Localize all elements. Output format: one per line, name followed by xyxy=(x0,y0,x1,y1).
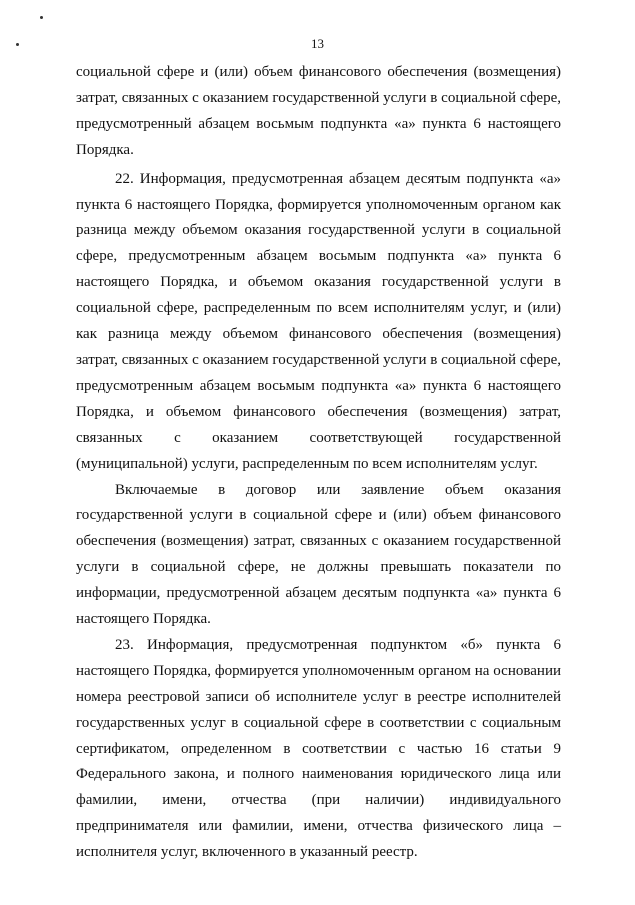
document-body xyxy=(76,60,561,866)
paragraph-23: 23. Информация, предусмотренная подпунктом «б» пункта 6 настоящего Порядка, формируется уполномоченным органом на основании номера реестровой записи об исполнителе услуг в реестре исполнителей государственных услуг в социальной сфере в соответствии с социальным сертификатом, определенном в соответствии с частью 16 статьи 9 Федерального закона, и полного наименования юридического лица или фамилии, имени, отчества (при наличии) индивидуального предпринимателя или фамилии, имени, отчества физического лица – исполнителя услуг, включенного в указанный реестр. xyxy=(76,636,561,861)
paragraph-continuation: социальной сфере и (или) объем финансового обеспечения (возмещения) затрат, связанных с оказанием государственной услуги в социальной сфере, предусмотренный абзацем восьмым подпункта «а» пункта 6 настоящего Порядка. xyxy=(76,64,561,158)
paragraph-included-volume: Включаемые в договор или заявление объем оказания государственной услуги в социальной сфере и (или) объем финансового обеспечения (возмещения) затрат, связанных с оказанием государственной услуги в социальной сфере, не должны превышать показатели по информации, предусмотренной абзацем десятым подпункта «а» пункта 6 настоящего Порядка. xyxy=(76,481,561,628)
page-number: 13 xyxy=(311,36,324,51)
paragraph-22: 22. Информация, предусмотренная абзацем десятым подпункта «а» пункта 6 настоящего Порядка, формируется уполномоченным органом как разница между объемом оказания государственной услуги в социальной сфере, предусмотренным абзацем восьмым подпункта «а» пункта 6 настоящего Порядка, и объемом оказания государственной услуги в социальной сфере, распределенным по всем исполнителям услуг, и (или) как разница между объемом финансового обеспечения (возмещения) затрат, связанных с оказанием государственной услуги в социальной сфере, предусмотренным абзацем восьмым подпункта «а» пункта 6 настоящего Порядка, и объемом финансового обеспечения (возмещения) затрат, связанных с оказанием соответствующей государственной (муниципальной) услуги, распределенным по всем исполнителям услуг. xyxy=(76,170,561,472)
scan-speck xyxy=(40,16,43,19)
